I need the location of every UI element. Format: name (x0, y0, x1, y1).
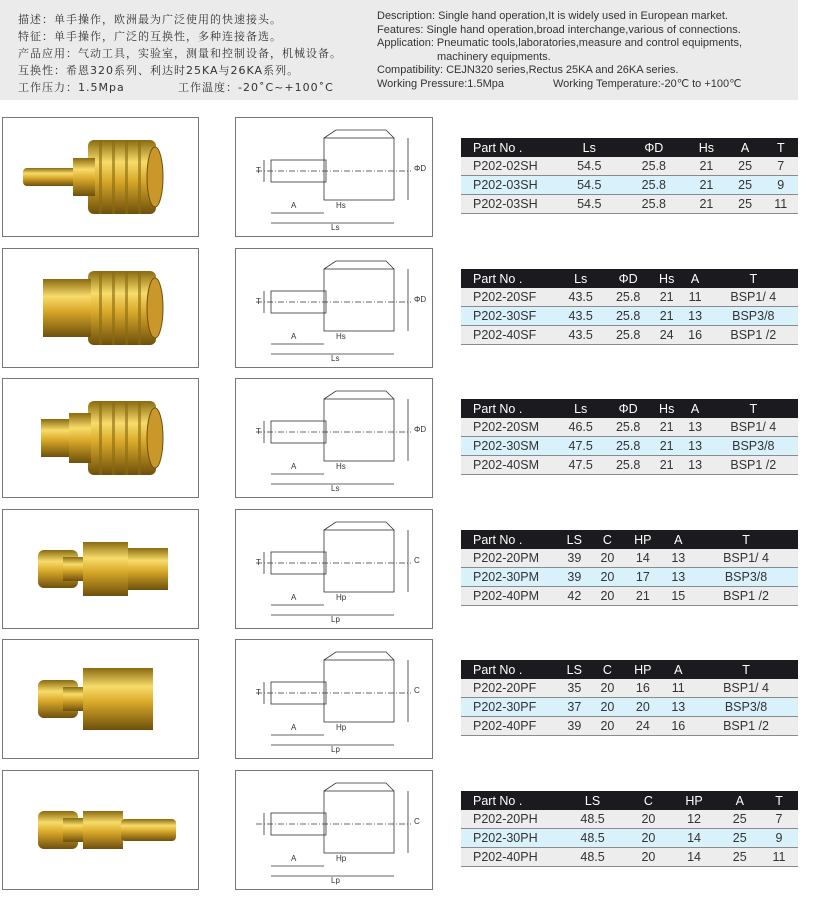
product-photo (2, 770, 199, 890)
diagram-label: Hs (336, 201, 346, 210)
column-header: T (709, 269, 798, 288)
table-cell: 13 (682, 418, 709, 437)
diagram-label: T (256, 297, 261, 306)
table-cell: 25.8 (604, 288, 651, 307)
table-cell: P202-20PH (461, 810, 557, 829)
table-header-row (461, 530, 798, 549)
en-compatibility: Compatibility: CEJN320 series,Rectus 25KA and 26KA series. (377, 64, 679, 76)
table-cell: BSP1 /2 (709, 326, 798, 345)
table-cell: P202-20SM (461, 418, 557, 437)
table-row (461, 288, 798, 307)
table-cell: BSP3/8 (709, 307, 798, 326)
column-header: T (694, 530, 798, 549)
table-cell: 25.8 (604, 456, 651, 475)
table-cell: 7 (760, 810, 798, 829)
table-cell: 25 (719, 848, 760, 867)
dimension-diagram (235, 378, 433, 498)
column-header: Hs (652, 269, 682, 288)
table-cell: 16 (623, 679, 662, 698)
table-cell: 48.5 (557, 848, 628, 867)
column-header: HP (623, 660, 662, 679)
diagram-label: Ls (331, 223, 340, 232)
table-cell: P202-03SH (461, 176, 557, 195)
english-spec (377, 10, 742, 91)
table-cell: 20 (628, 829, 669, 848)
diagram-label: T (256, 166, 261, 175)
table-row (461, 587, 798, 606)
table-cell: P202-40PF (461, 717, 557, 736)
column-header: Part No . (461, 660, 557, 679)
table-cell: 21 (623, 587, 662, 606)
table-cell: 20 (628, 810, 669, 829)
table-cell: 11 (682, 288, 709, 307)
table-cell: 37 (557, 698, 592, 717)
table-cell: 13 (682, 456, 709, 475)
table-cell: P202-02SH (461, 157, 557, 176)
product-section-plug-female (0, 639, 818, 759)
diagram-label: T (256, 688, 261, 697)
table-cell: P202-30PH (461, 829, 557, 848)
table-cell: 12 (669, 810, 720, 829)
table-cell: 21 (652, 418, 682, 437)
table-row (461, 418, 798, 437)
column-header: C (592, 660, 624, 679)
diagram-label: Hp (336, 854, 347, 863)
table-row (461, 456, 798, 475)
table-cell: 14 (669, 829, 720, 848)
table-row (461, 698, 798, 717)
table-cell: 20 (592, 587, 624, 606)
table-row (461, 437, 798, 456)
column-header: Ls (557, 269, 604, 288)
diagram-label: Hp (336, 593, 347, 602)
spec-table (461, 660, 798, 736)
table-cell: 25.8 (622, 195, 687, 214)
column-header: Part No . (461, 269, 557, 288)
table-cell: 25 (719, 829, 760, 848)
table-cell: 43.5 (557, 326, 604, 345)
product-section-plug-male (0, 509, 818, 629)
column-header: C (592, 530, 624, 549)
table-cell: 21 (652, 307, 682, 326)
table-row (461, 176, 798, 195)
table-row (461, 307, 798, 326)
table-cell: 9 (764, 176, 798, 195)
table-row (461, 717, 798, 736)
table-header-row (461, 791, 798, 810)
diagram-label: C (414, 556, 420, 565)
table-cell: 43.5 (557, 307, 604, 326)
diagram-label: A (291, 854, 297, 863)
en-line: machinery equipments. (437, 50, 551, 63)
column-header: A (682, 269, 709, 288)
table-row (461, 326, 798, 345)
table-cell: 25.8 (604, 326, 651, 345)
table-cell: 20 (628, 848, 669, 867)
table-row (461, 810, 798, 829)
table-cell: P202-40SF (461, 326, 557, 345)
table-cell: P202-40SM (461, 456, 557, 475)
table-cell: 20 (592, 717, 624, 736)
table-cell: 54.5 (557, 176, 622, 195)
table-cell: P202-30SM (461, 437, 557, 456)
table-cell: P202-03SH (461, 195, 557, 214)
cn-line: 描述：单手操作，欧洲最为广泛使用的快速接头。 (18, 13, 282, 26)
dimension-diagram (235, 509, 433, 629)
diagram-label: T (256, 427, 261, 436)
spec-table (461, 530, 798, 606)
table-cell: 48.5 (557, 829, 628, 848)
table-cell: BSP1/ 4 (709, 418, 798, 437)
column-header: Ls (557, 399, 604, 418)
table-cell: 20 (592, 568, 624, 587)
spec-table (461, 269, 798, 345)
table-header-row (461, 660, 798, 679)
table-cell: BSP1/ 4 (709, 288, 798, 307)
table-cell: 14 (669, 848, 720, 867)
dimension-diagram (235, 639, 433, 759)
table-cell: 21 (686, 195, 727, 214)
table-cell: 20 (592, 698, 624, 717)
table-cell: 46.5 (557, 418, 604, 437)
spec-table (461, 399, 798, 475)
diagram-label: Hp (336, 723, 347, 732)
table-cell: 14 (623, 549, 662, 568)
diagram-label: ΦD (414, 295, 427, 304)
table-cell: 25 (727, 176, 764, 195)
column-header: Part No . (461, 530, 557, 549)
table-cell: P202-40PH (461, 848, 557, 867)
en-temperature: Working Temperature:-20℃ to +100℃ (553, 77, 742, 90)
diagram-label: T (256, 558, 261, 567)
table-row (461, 157, 798, 176)
table-cell: BSP3/8 (709, 437, 798, 456)
table-cell: 13 (663, 698, 695, 717)
diagram-label: A (291, 201, 297, 210)
diagram-label: Hs (336, 332, 346, 341)
diagram-label: Hs (336, 462, 346, 471)
table-header-row (461, 269, 798, 288)
table-cell: 20 (592, 679, 624, 698)
diagram-label: A (291, 723, 297, 732)
column-header: ΦD (622, 138, 687, 157)
table-cell: 21 (686, 176, 727, 195)
table-row (461, 568, 798, 587)
table-cell: 25.8 (604, 307, 651, 326)
product-section-plug-hose (0, 770, 818, 890)
column-header: Part No . (461, 399, 557, 418)
table-cell: 21 (686, 157, 727, 176)
column-header: T (694, 660, 798, 679)
table-cell: 16 (682, 326, 709, 345)
table-cell: P202-20PF (461, 679, 557, 698)
product-photo (2, 378, 199, 498)
table-cell: P202-20PM (461, 549, 557, 568)
diagram-label: A (291, 332, 297, 341)
diagram-label: A (291, 593, 297, 602)
table-cell: 25.8 (622, 157, 687, 176)
table-cell: P202-30PM (461, 568, 557, 587)
diagram-label: C (414, 817, 420, 826)
table-cell: 21 (652, 456, 682, 475)
table-cell: 54.5 (557, 157, 622, 176)
diagram-label: Lp (331, 745, 340, 754)
table-cell: 11 (663, 679, 695, 698)
en-line: Application: Pneumatic tools,laboratories,measure and control equipments, (377, 37, 743, 49)
en-line: Description: Single hand operation,It is widely used in European market. (377, 10, 728, 22)
column-header: A (663, 530, 695, 549)
column-header: HP (623, 530, 662, 549)
table-cell: 35 (557, 679, 592, 698)
column-header: T (764, 138, 798, 157)
table-cell: BSP1 /2 (694, 717, 798, 736)
diagram-label: Ls (331, 354, 340, 363)
dimension-diagram (235, 770, 433, 890)
table-cell: 11 (760, 848, 798, 867)
column-header: A (727, 138, 764, 157)
column-header: LS (557, 791, 628, 810)
table-header-row (461, 399, 798, 418)
dimension-diagram (235, 117, 433, 237)
cn-line: 互换性：希恩320系列、利达时25KA与26KA系列。 (18, 64, 300, 77)
product-photo (2, 509, 199, 629)
product-section-socket-male (0, 378, 818, 498)
column-header: Part No . (461, 138, 557, 157)
table-cell: 48.5 (557, 810, 628, 829)
table-cell: 11 (764, 195, 798, 214)
spec-table (461, 791, 798, 867)
table-cell: P202-40PM (461, 587, 557, 606)
product-section-socket-female (0, 248, 818, 368)
table-cell: 13 (682, 437, 709, 456)
spec-table (461, 138, 798, 214)
table-cell: 13 (663, 568, 695, 587)
diagram-label: ΦD (414, 164, 427, 173)
table-cell: 13 (682, 307, 709, 326)
table-cell: 39 (557, 717, 592, 736)
table-cell: 13 (663, 549, 695, 568)
table-cell: P202-30PF (461, 698, 557, 717)
table-cell: 7 (764, 157, 798, 176)
column-header: A (719, 791, 760, 810)
column-header: T (760, 791, 798, 810)
product-photo (2, 639, 199, 759)
table-cell: 25 (727, 195, 764, 214)
table-cell: P202-30SF (461, 307, 557, 326)
cn-line: 特征：单手操作，广泛的互换性，多种连接备选。 (18, 30, 282, 43)
en-line: Features: Single hand operation,broad interchange,various of connections. (377, 23, 741, 36)
table-cell: 39 (557, 568, 592, 587)
table-cell: 9 (760, 829, 798, 848)
table-cell: 16 (663, 717, 695, 736)
column-header: LS (557, 530, 592, 549)
chinese-spec (18, 11, 342, 96)
table-cell: BSP1 /2 (694, 587, 798, 606)
column-header: Hs (652, 399, 682, 418)
column-header: LS (557, 660, 592, 679)
diagram-label: C (414, 686, 420, 695)
column-header: T (709, 399, 798, 418)
table-cell: 39 (557, 549, 592, 568)
cn-temperature: 工作温度：-20˚C~+100˚C (178, 81, 334, 94)
table-cell: 25 (727, 157, 764, 176)
table-cell: 20 (592, 549, 624, 568)
diagram-label: Lp (331, 615, 340, 624)
table-row (461, 679, 798, 698)
cn-line: 产品应用：气动工具，实验室，测量和控制设备，机械设备。 (18, 47, 342, 60)
table-header-row (461, 138, 798, 157)
diagram-label: Lp (331, 876, 340, 885)
table-cell: 43.5 (557, 288, 604, 307)
column-header: C (628, 791, 669, 810)
table-cell: BSP3/8 (694, 568, 798, 587)
diagram-label: A (291, 462, 297, 471)
table-cell: 17 (623, 568, 662, 587)
dimension-diagram (235, 248, 433, 368)
product-photo (2, 117, 199, 237)
product-photo (2, 248, 199, 368)
table-row (461, 195, 798, 214)
table-cell: 21 (652, 288, 682, 307)
column-header: ΦD (604, 269, 651, 288)
en-pressure: Working Pressure:1.5Mpa (377, 77, 504, 90)
table-cell: BSP1/ 4 (694, 549, 798, 568)
column-header: ΦD (604, 399, 651, 418)
table-cell: BSP1/ 4 (694, 679, 798, 698)
table-cell: 47.5 (557, 456, 604, 475)
table-cell: 25.8 (604, 437, 651, 456)
table-cell: 24 (623, 717, 662, 736)
table-cell: 15 (663, 587, 695, 606)
table-cell: 21 (652, 437, 682, 456)
table-row (461, 829, 798, 848)
diagram-label: Ls (331, 484, 340, 493)
table-cell: 20 (623, 698, 662, 717)
column-header: Part No . (461, 791, 557, 810)
cn-pressure: 工作压力：1.5Mpa (18, 81, 125, 94)
diagram-label: ΦD (414, 425, 427, 434)
product-section-socket-hose (0, 117, 818, 237)
table-cell: BSP3/8 (694, 698, 798, 717)
column-header: Ls (557, 138, 622, 157)
table-row (461, 549, 798, 568)
table-cell: 54.5 (557, 195, 622, 214)
table-cell: 42 (557, 587, 592, 606)
table-cell: 47.5 (557, 437, 604, 456)
spec-header (0, 0, 798, 100)
table-cell: P202-20SF (461, 288, 557, 307)
column-header: HP (669, 791, 720, 810)
table-cell: 25.8 (604, 418, 651, 437)
column-header: A (663, 660, 695, 679)
table-cell: 24 (652, 326, 682, 345)
column-header: A (682, 399, 709, 418)
table-row (461, 848, 798, 867)
table-cell: 25 (719, 810, 760, 829)
column-header: Hs (686, 138, 727, 157)
table-cell: BSP1 /2 (709, 456, 798, 475)
table-cell: 25.8 (622, 176, 687, 195)
